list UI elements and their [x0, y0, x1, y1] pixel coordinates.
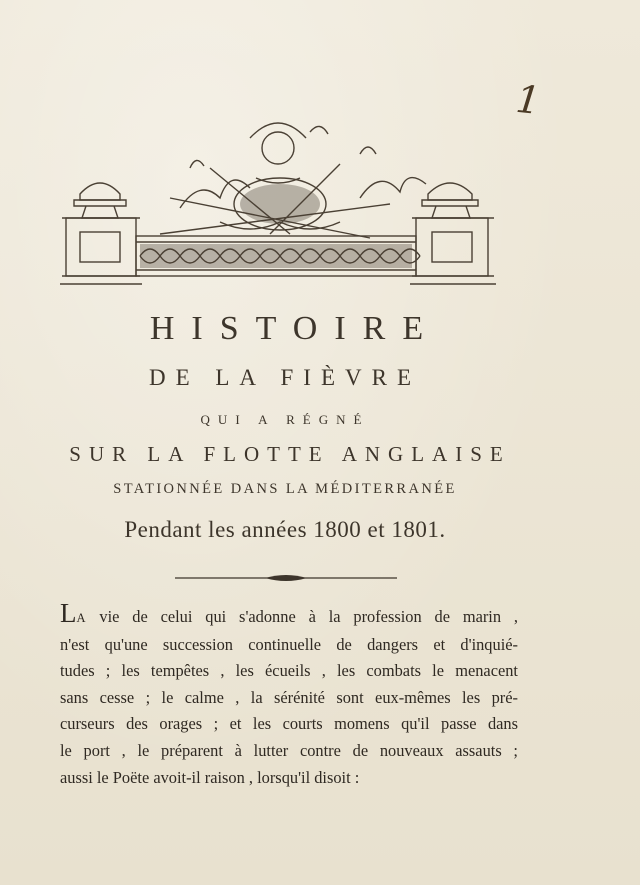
title-histoire: HISTOIRE — [149, 310, 441, 347]
body-line: le port , le préparent à lutter contre de nouveaux assauts ; — [60, 740, 518, 760]
body-line: curseurs des orages ; et les courts momens qu'il passe dans — [60, 714, 518, 734]
ornamental-rule — [175, 572, 397, 584]
body-line: tudes ; les tempêtes , les écueils , les combats le menacent — [60, 661, 518, 681]
body-line: aussi le Poëte avoit-il raison , lorsqu'il disoit : — [60, 767, 360, 787]
drop-cap: L — [60, 598, 77, 628]
title-flotte-anglaise: SUR LA FLOTTE ANGLAISE — [69, 442, 511, 466]
body-line: n'est qu'une succession continuelle de dangers et d'inquié- — [60, 634, 518, 654]
ornamental-vignette — [60, 108, 498, 298]
small-caps: A — [76, 611, 87, 625]
title-de-la-fievre: DE LA FIÈVRE — [148, 365, 422, 390]
folio-number: 1 — [513, 76, 543, 124]
body-line: sans cesse ; le calme , la sérénité sont eux-mêmes les pré- — [60, 687, 518, 707]
title-mediterranee: STATIONNÉE DANS LA MÉDITERRANÉE — [113, 481, 457, 497]
body-paragraph — [60, 598, 518, 791]
body-line: LA vie de celui qui s'adonne à la profession de marin , — [60, 598, 518, 628]
title-dates: Pendant les années 1800 et 1801. — [124, 517, 446, 542]
title-qui-a-regne: QUI A RÉGNÉ — [200, 412, 370, 427]
